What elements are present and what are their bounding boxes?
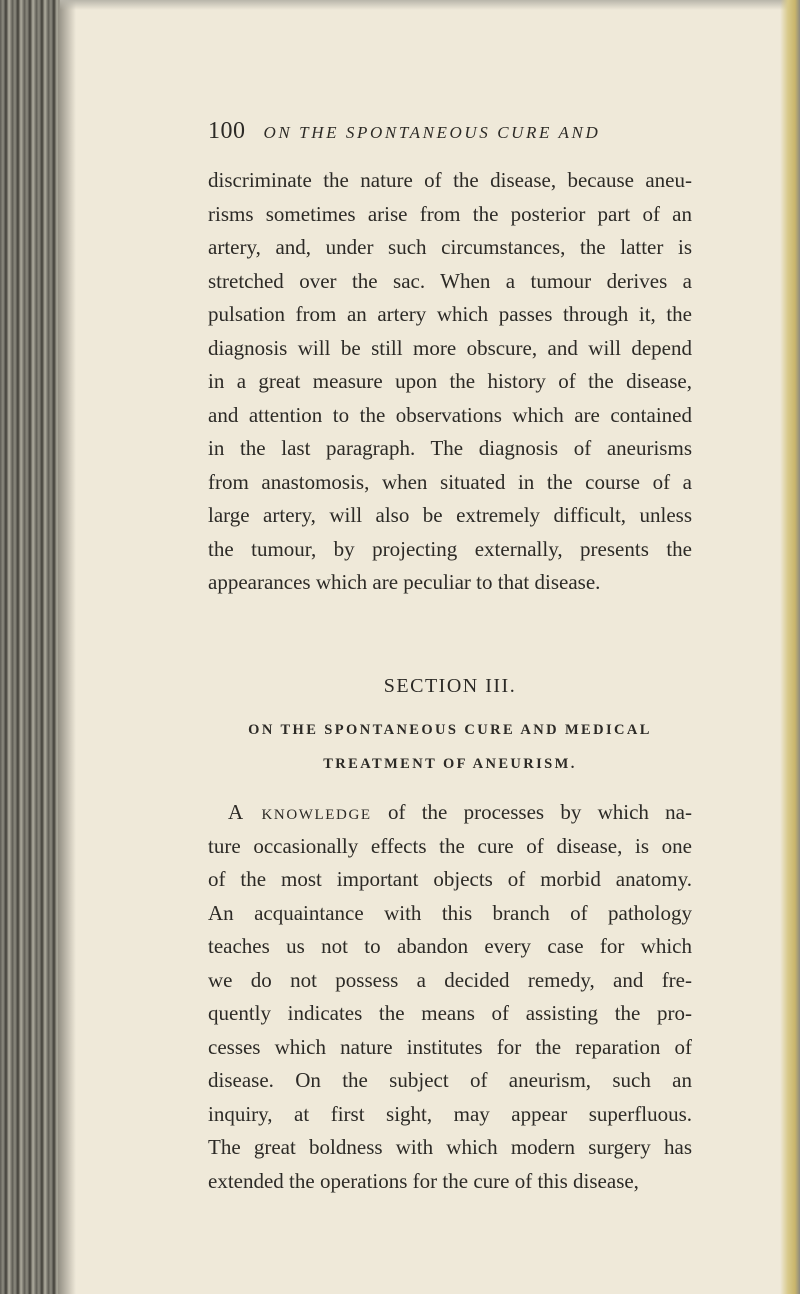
text-line: in the last paragraph. The diagnosis of aneurisms xyxy=(208,436,692,460)
page-number: 100 xyxy=(208,118,246,144)
text-line: artery, and, under such circumstances, the latter is xyxy=(208,235,692,259)
section-title: SECTION III. xyxy=(383,675,517,697)
text-line: diagnosis will be still more obscure, and will depend xyxy=(208,335,692,360)
text-line: discriminate the nature of the disease, because aneu- xyxy=(208,168,692,192)
paragraph-2 xyxy=(208,796,692,1198)
text-line: ture occasionally effects the cure of disease, is one xyxy=(208,833,692,858)
text-line: the tumour, by projecting externally, presents the xyxy=(208,536,692,561)
text-line: teaches us not to abandon every case for which xyxy=(208,934,692,958)
text-line: inquiry, at first sight, may appear superfluous. xyxy=(208,1101,692,1126)
text-line: cesses which nature institutes for the reparation of xyxy=(208,1034,692,1059)
text-line: An acquaintance with this branch of pathology xyxy=(208,900,692,925)
text-line: we do not possess a decided remedy, and fre- xyxy=(208,967,692,992)
text-line: of the most important objects of morbid anatomy. xyxy=(208,867,692,891)
section-subtitle-line-2: TREATMENT OF ANEURISM. xyxy=(323,756,577,772)
text-line: and attention to the observations which are contained xyxy=(208,402,692,427)
text-line: disease. On the subject of aneurism, such an xyxy=(208,1068,692,1092)
text-line: The great boldness with which modern surgery has xyxy=(208,1135,692,1159)
text-line: from anastomosis, when situated in the course of a xyxy=(208,469,692,494)
text-line: quently indicates the means of assisting the pro- xyxy=(208,1001,692,1025)
text-line: stretched over the sac. When a tumour derives a xyxy=(208,268,692,293)
text-line: in a great measure upon the history of the disease, xyxy=(208,369,692,393)
running-head xyxy=(208,118,688,152)
running-title: ON THE SPONTANEOUS CURE AND xyxy=(263,123,601,142)
text-line-first xyxy=(208,796,692,830)
text-line: large artery, will also be extremely difficult, unless xyxy=(208,503,692,527)
section-subtitle-line-1: ON THE SPONTANEOUS CURE AND MEDICAL xyxy=(248,722,652,738)
text-line: pulsation from an artery which passes through it, the xyxy=(208,302,692,326)
paragraph-1 xyxy=(208,164,692,600)
first-line-rest: of the processes by which na- xyxy=(371,800,692,824)
text-line: risms sometimes arise from the posterior part of an xyxy=(208,201,692,226)
text-line: extended the operations for the cure of this disease, xyxy=(208,1168,639,1193)
text-line: appearances which are peculiar to that disease. xyxy=(208,570,601,594)
lead-small-caps: A knowledge xyxy=(228,800,372,824)
